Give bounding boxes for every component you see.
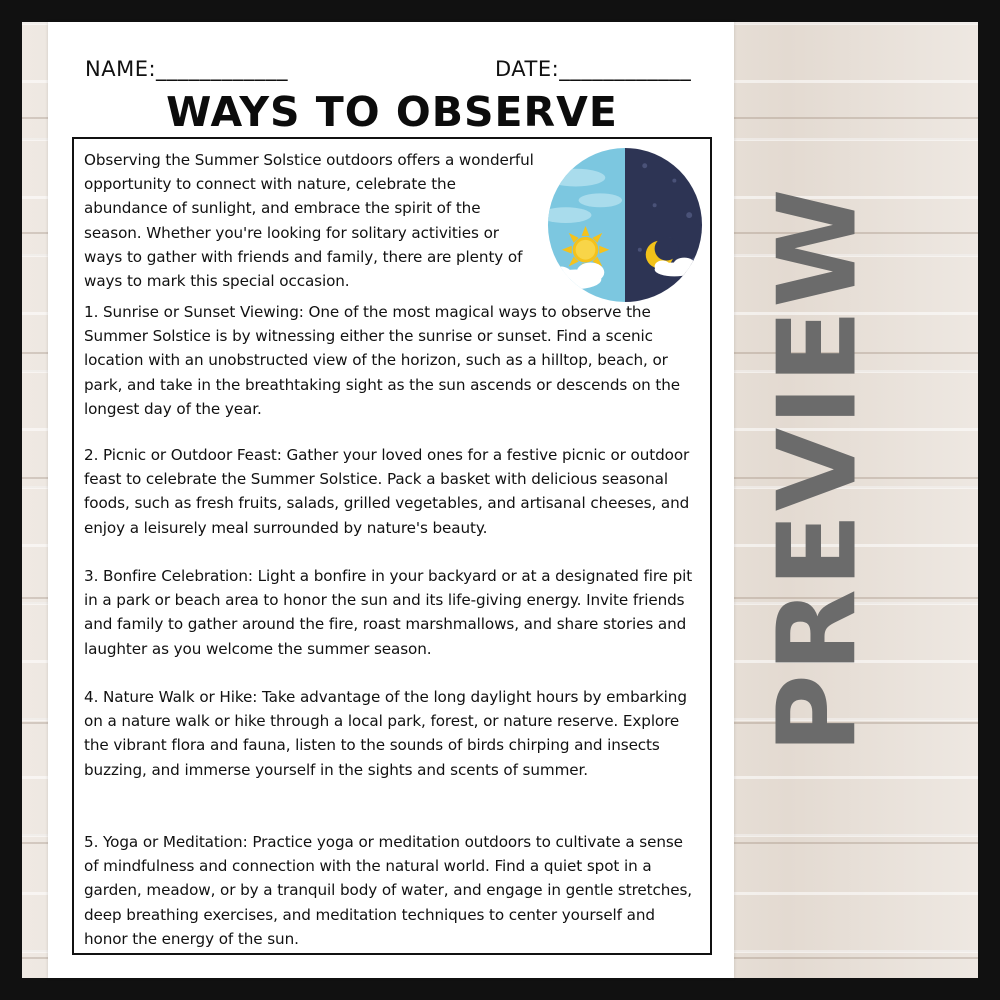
list-item: 1. Sunrise or Sunset Viewing: One of the most magical ways to observe the Summer Solstice is by witnessing either the sunrise or sunset. Find a scenic location with an unobstructed view of the horizon, such as a hilltop, beach, or park, and take in the breathtaking sight as the sun ascends or descends on the longest day of the year.: [84, 303, 681, 418]
list-item: 2. Picnic or Outdoor Feast: Gather your loved ones for a festive picnic or outdoor feast to celebrate the Summer Solstice. Pack a basket with delicious seasonal foods, such as fresh fruits, salads, grilled vegetables, and artisanal cheeses, and enjoy a leisurely meal surrounded by nature's beauty.: [84, 446, 690, 537]
intro-paragraph: Observing the Summer Solstice outdoors offers a wonderful opportunity to connect with nature, celebrate the abundance of sunlight, and embrace the spirit of the season. Whether you're looking for solitary activities or ways to gather with friends and family, there are plenty of ways to mark this special occasion.: [84, 151, 534, 291]
day-night-circle-icon: [546, 146, 704, 304]
list-item: 3. Bonfire Celebration: Light a bonfire in your backyard or at a designated fire pit in a park or beach area to honor the sun and its life-giving energy. Invite friends and family to gather around the fire, roast marshmallows, and share stories and laughter as you welcome the summer season.: [84, 567, 693, 658]
date-field-label: DATE:____________: [495, 57, 692, 81]
list-item: 5. Yoga or Meditation: Practice yoga or meditation outdoors to cultivate a sense of mindfulness and connection with the natural world. Find a quiet spot in a garden, meadow, or by a tranquil body of water, and engage in gentle stretches, deep breathing exercises, and meditation techniques to center yourself and honor the energy of the sun.: [84, 833, 693, 948]
name-field-label: NAME:____________: [85, 57, 289, 81]
list-item: 4. Nature Walk or Hike: Take advantage of the long daylight hours by embarking on a nature walk or hike through a local park, forest, or nature reserve. Explore the vibrant flora and fauna, listen to the sounds of birds chirping and insects buzzing, and immerse yourself in the sights and scents of summer.: [84, 688, 687, 779]
page-title: WAYS TO OBSERVE: [166, 88, 618, 136]
preview-watermark: PREVIEW: [755, 186, 881, 754]
